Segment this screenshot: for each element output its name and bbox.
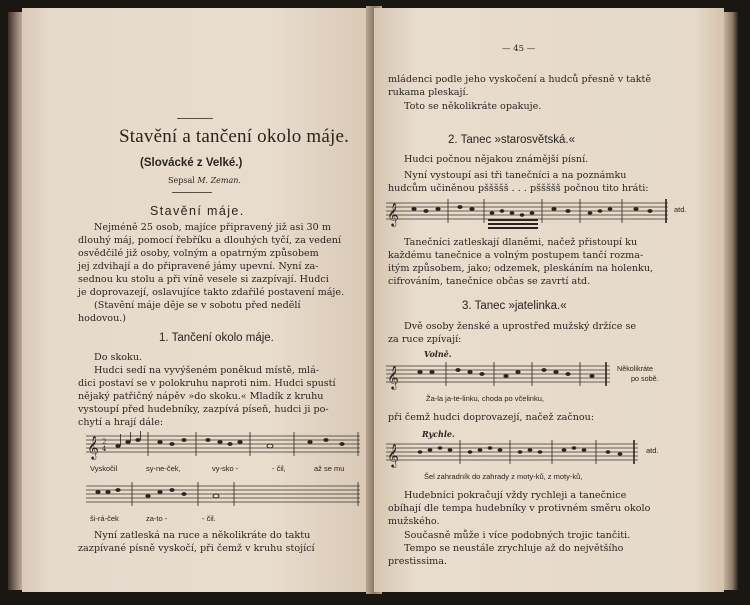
dance3-line: za ruce zpívají:	[388, 334, 462, 345]
paragraph-line: je doprovazejí, oslavujíce takto zdařilé postavení máje.	[78, 287, 345, 298]
dance1-line: Hudci sedí na vyvýšeném poněkud místě, mlá-	[94, 365, 320, 376]
staff4-note-line: po sobě.	[631, 374, 659, 383]
treble-clef-icon: 𝄞	[387, 365, 399, 389]
music-staff-4	[384, 358, 612, 392]
title-bottom-rule	[172, 192, 212, 193]
treble-clef-icon: 𝄞	[387, 443, 399, 467]
section-heading: Stavění máje.	[150, 204, 245, 218]
dance2-line: Hudci počnou nějakou známější písní.	[404, 154, 589, 165]
closing-line: Hudebníci pokračují vždy rychleji a tanečnice	[404, 490, 627, 501]
closing-line: Tempo se neustále zrychluje až do největšího	[404, 543, 624, 554]
title-top-rule	[177, 118, 213, 119]
paragraph-line: Nejméně 25 osob, majíce připravený již asi 30 m	[94, 222, 331, 233]
top-line: mládenci podle jeho vyskočení a hudců přesně v taktě	[388, 74, 652, 85]
dance2-after-line: každému tanečnice a volným postupem tančí rozma-	[388, 250, 644, 261]
paragraph-line: jej zdvihají a do připravené jámy upevní. Nyní za-	[78, 261, 319, 272]
author-name: M. Zeman.	[197, 176, 241, 185]
author-prefix: Sepsal	[168, 176, 195, 185]
paragraph-line: sednou ku stolu a při víně vesele si zazpívají. Hudci	[78, 274, 329, 285]
music-staff-5	[384, 436, 640, 470]
page-subtitle: (Slovácké z Velké.)	[140, 157, 243, 169]
closing-line: Nyní zatleská na ruce a několikráte do taktu	[94, 530, 311, 541]
paragraph-line: dlouhý máj, pomocí řebříku a dlouhých tyčí, za vedení	[78, 235, 342, 246]
music-staff-3	[384, 195, 696, 231]
dance1-line: nějaký patřičný nápěv »do skoku.« Mladík z kruhu	[78, 391, 324, 402]
top-line: Toto se několikráte opakuje.	[404, 101, 542, 112]
paragraph-line: (Stavění máje děje se v sobotu před nedělí	[94, 300, 301, 311]
dance1-line: Do skoku.	[94, 352, 143, 363]
paragraph-line: osvědčilé již osoby, volným a opatrným způsobem	[78, 248, 319, 259]
closing-line: zazpívané písně vyskočí, při čemž v kruhu stojící	[78, 543, 315, 554]
staff2-lyric: ši-rá-ček	[90, 514, 119, 523]
closing-line: Současně může i více podobných trojic tančiti.	[404, 530, 631, 541]
music-staff-1	[84, 428, 364, 462]
page-number: — 45 —	[502, 44, 536, 54]
tempo-marking-2: Rychle.	[422, 429, 455, 439]
svg-text:2: 2	[102, 438, 107, 446]
closing-line: mužského.	[388, 516, 440, 527]
dance2-heading: 2. Tanec »starosvětská.«	[448, 134, 575, 146]
dance2-after-line: itým způsobem, jako; odzemek, pleskáním na holenku,	[388, 263, 654, 274]
staff4-lyric: Ža-la ja-te-linku, choda po včelinku,	[426, 394, 544, 403]
author-line	[168, 176, 241, 185]
staff1-lyric: - čil,	[272, 464, 286, 473]
staff1-lyric: až se mu	[314, 464, 345, 473]
dance2-after-line: cifrováním, tanečnice občas se zavrtí atd.	[388, 276, 591, 287]
staff5-end: atd.	[646, 446, 659, 455]
treble-clef-icon: 𝄞	[387, 202, 399, 226]
left-page	[22, 8, 374, 592]
mid-line: při čemž hudci doprovazejí, načež začnou:	[388, 412, 595, 423]
book-edge-right	[724, 12, 738, 590]
staff1-lyric: sy-ne-ček,	[146, 464, 181, 473]
closing-line: obíhají dle tempa hudebníky v protivném směru okolo	[388, 503, 651, 514]
page-title: Stavění a tančení okolo máje.	[119, 126, 350, 147]
dance3-line: Dvě osoby ženské a uprostřed mužský držíce se	[404, 321, 637, 332]
staff3-end: atd.	[674, 205, 687, 214]
dance1-line: chytí a hrají dále:	[78, 417, 164, 428]
dance2-after-line: Tanečníci zatleskají dlaněmi, načež přistoupí ku	[404, 237, 638, 248]
dance3-heading: 3. Tanec »jatelinka.«	[462, 300, 567, 312]
staff2-lyric: - čil.	[202, 514, 216, 523]
dance2-line: Nyní vystoupí asi tři tanečníci a na poznámku	[404, 170, 627, 181]
staff1-lyric: Vyskočil	[90, 464, 118, 473]
staff-lines	[86, 436, 360, 452]
top-line: rukama pleskají.	[388, 87, 469, 98]
svg-text:4: 4	[102, 445, 107, 453]
staff4-note-line: Několikráte	[617, 364, 653, 373]
dance1-line: vystoupí před hudebníky, zazpívá píseň, hudci ji po-	[78, 404, 329, 415]
staff1-lyric: vy-sko -	[212, 464, 239, 473]
treble-clef-icon: 𝄞	[87, 435, 99, 459]
tempo-marking-1: Volně.	[424, 349, 452, 359]
paragraph-line: hodovou.)	[78, 313, 127, 324]
right-page	[374, 8, 724, 592]
dance1-heading: 1. Tančení okolo máje.	[159, 332, 274, 344]
staff2-lyric: za-to -	[146, 514, 168, 523]
staff5-lyric: Šel zahradník do zahrady z moty-ků, z moty-ků,	[424, 472, 583, 481]
dance1-line: dici postaví se v polokruhu naproti nim. Hudci spustí	[78, 378, 336, 389]
closing-line: prestissima.	[388, 556, 448, 567]
dance2-line: hudcům učiněnou pššššš . . . pššššš počnou tito hráti:	[388, 183, 649, 194]
music-staff-2	[84, 478, 364, 512]
